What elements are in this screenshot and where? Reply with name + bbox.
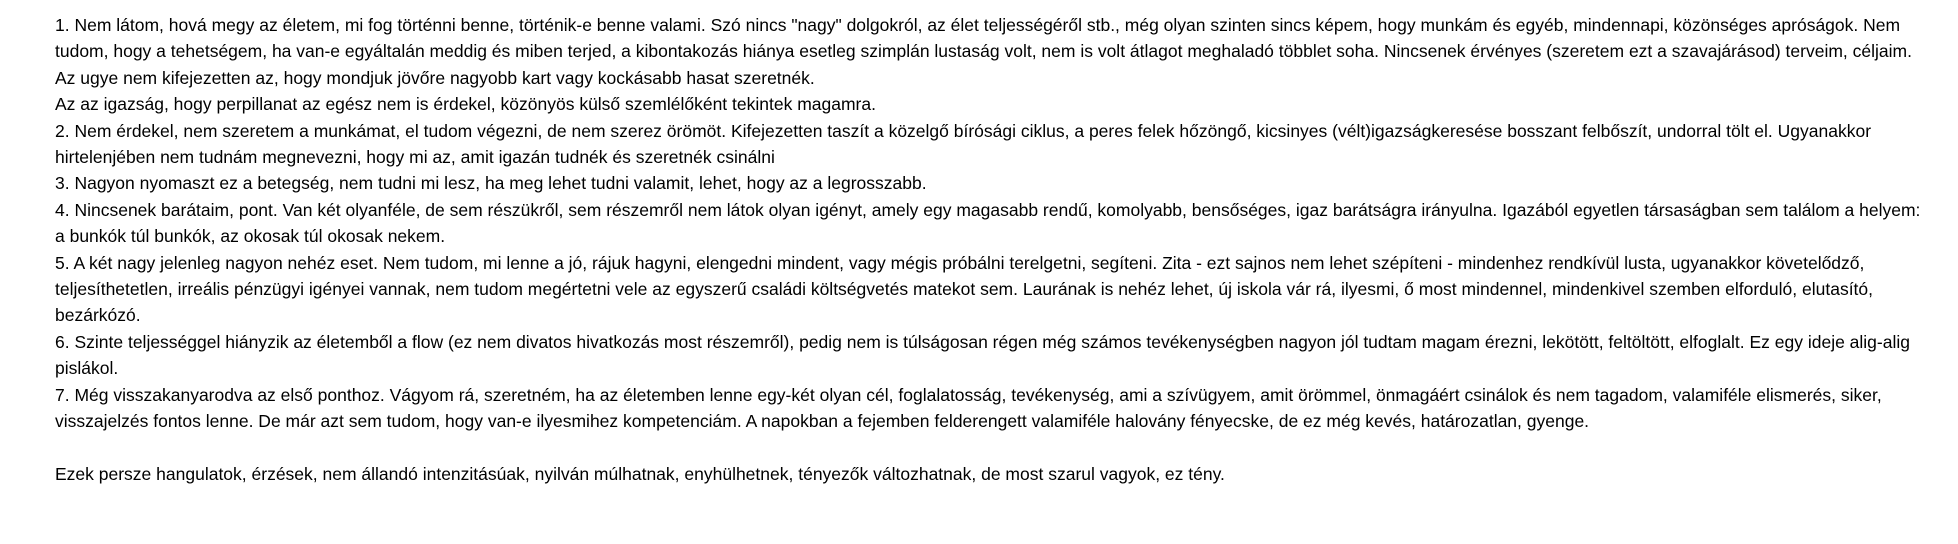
blank-line (55, 435, 1930, 461)
paragraph: Az az igazság, hogy perpillanat az egész nem is érdekel, közönyös külső szemlélőként tekintek magamra. (55, 94, 876, 115)
paragraph: 5. A két nagy jelenleg nagyon nehéz eset. Nem tudom, mi lenne a jó, rájuk hagyni, elengedni mindent, vagy mégis próbálni terelgetni, segíteni. Zita - ezt sajnos nem lehet szépíteni - mindenhez rendkívül lusta, ugyanakkor követelődző, teljesíthetetlen, irreális pénzügyi igényei vannak, nem tudom megértetni vele az egyszerű családi költségvetés matekot sem. Laurának is nehéz lehet, új iskola vár rá, ilyesmi, ő most mindennel, mindenkivel szemben elforduló, elutasító, bezárkózó. (55, 252, 1874, 326)
paragraph: 2. Nem érdekel, nem szeretem a munkámat, el tudom végezni, de nem szerez örömöt. Kifejezetten taszít a közelgő bírósági ciklus, a peres felek hőzöngő, kicsinyes (vélt)igazságkeresése bosszant felbőszít, undorral tölt el. Ugyanakkor hirtelenjében nem tudnám megnevezni, hogy mi az, amit igazán tudnék és szeretnék csinálni (55, 120, 1872, 168)
paragraph: Ezek persze hangulatok, érzések, nem állandó intenzitásúak, nyilván múlhatnak, enyhülhetnek, tényezők változhatnak, de most szarul vagyok, ez tény. (55, 463, 1225, 484)
paragraph-container (55, 12, 1930, 487)
paragraph: 3. Nagyon nyomaszt ez a betegség, nem tudni mi lesz, ha meg lehet tudni valamit, lehet, hogy az a legrosszabb. (55, 173, 927, 194)
paragraph: 1. Nem látom, hová megy az életem, mi fog történni benne, történik-e benne valami. Szó nincs "nagy" dolgokról, az élet teljességéről stb., még olyan szinten sincs képem, hogy munkám és egyéb, mindennapi, közönséges apróságok. Nem tudom, hogy a tehetségem, ha van-e egyáltalán meddig és miben terjed, a kibontakozás hiánya esetleg szimplán lustaság volt, nem is volt átlagot meghaladó többlet soha. Nincsenek érvényes (szeretem ezt a szavajárásod) terveim, céljaim. Az ugye nem kifejezetten az, hogy mondjuk jövőre nagyobb kart vagy kockásabb hasat szeretnék. (55, 15, 1912, 88)
paragraph: 6. Szinte teljességgel hiányzik az életemből a flow (ez nem divatos hivatkozás most részemről), pedig nem is túlságosan régen még számos tevékenységben nagyon jól tudtam magam érezni, lekötött, feltöltött, elfoglalt. Ez egy ideje alig-alig pislákol. (55, 331, 1910, 379)
paragraph: 4. Nincsenek barátaim, pont. Van két olyanféle, de sem részükről, sem részemről nem látok olyan igényt, amely egy magasabb rendű, komolyabb, bensőséges, igaz barátságra irányulna. Igazából egyetlen társaságban sem találom a helyem: a bunkók túl bunkók, az okosak túl okosak nekem. (55, 199, 1921, 247)
paragraph: 7. Még visszakanyarodva az első ponthoz. Vágyom rá, szeretném, ha az életemben lenne egy-két olyan cél, foglalatosság, tevékenység, ami a szívügyem, amit örömmel, önmagáért csinálok és nem tagadom, valamiféle elismerés, siker, visszajelzés fontos lenne. De már azt sem tudom, hogy van-e ilyesmihez kompetenciám. A napokban a fejemben felderengett valamiféle halovány fényecske, de ez még kevés, határozatlan, gyenge. (55, 384, 1882, 432)
